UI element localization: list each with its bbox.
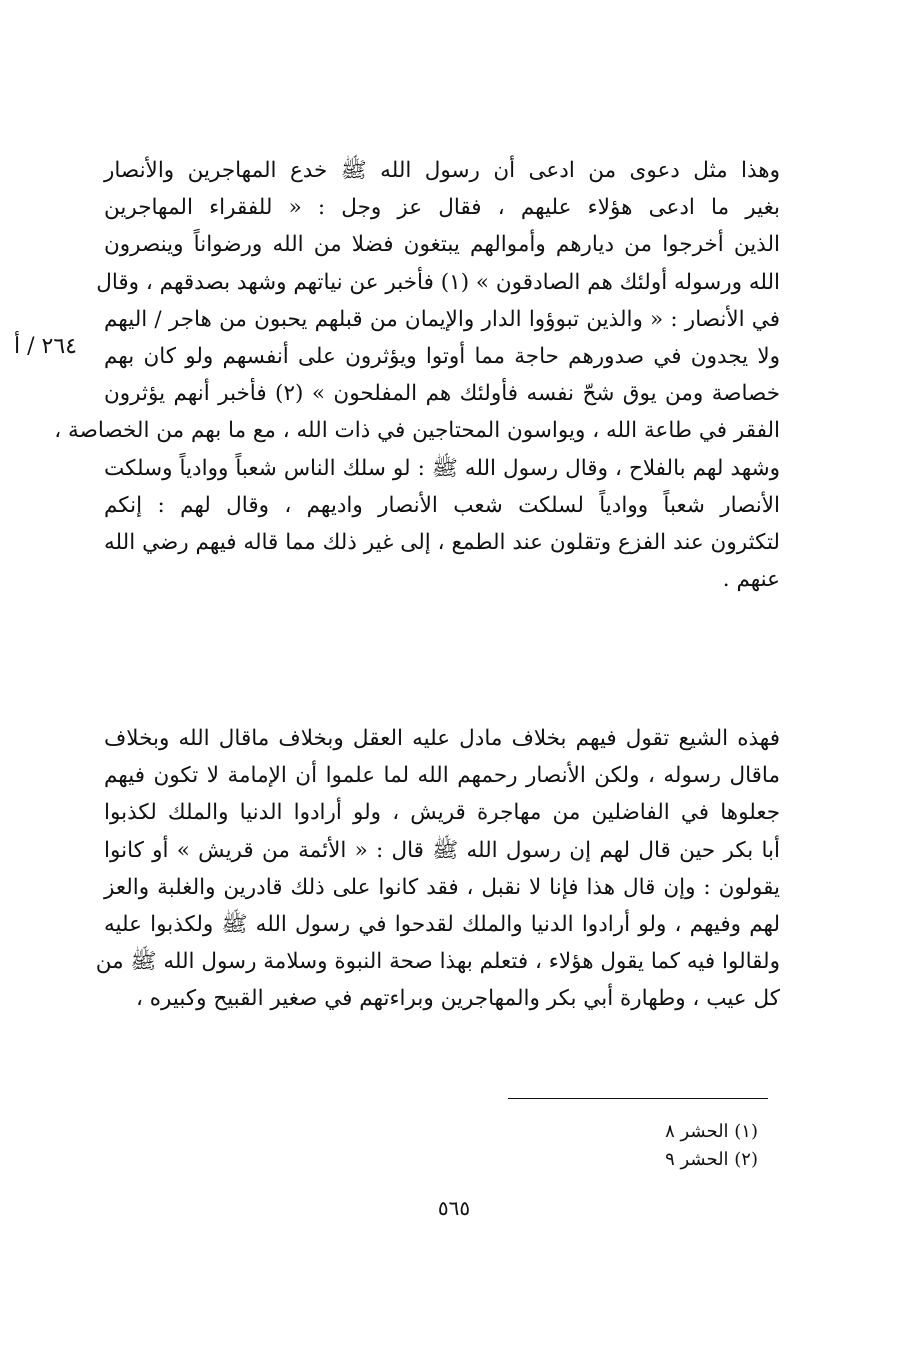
- text-line: ولا يجدون في صدورهم حاجة مما أوتوا ويؤثرون على أنفسهم ولو كان بهم: [104, 343, 780, 369]
- paragraph-1: [54, 152, 780, 598]
- text-line: وشهد لهم بالفلاح ، وقال رسول الله ﷺ : لو سلك الناس شعباً ووادياً وسلكت: [104, 455, 780, 481]
- margin-folio-note: ٢٦٤ / أ: [14, 334, 77, 359]
- text-line: ماقال رسوله ، ولكن الأنصار رحمهم الله لما علموا أن الإمامة لا تكون فيهم: [104, 763, 780, 789]
- text-line: لتكثرون عند الفزع وتقلون عند الطمع ، إلى غير ذلك مما قاله فيهم رضي الله: [104, 529, 780, 555]
- footnote-divider: [508, 1098, 768, 1099]
- text-line: بغير ما ادعى هؤلاء عليهم ، فقال عز وجل : « للفقراء المهاجرين: [104, 195, 780, 221]
- text-line: خصاصة ومن يوق شحّ نفسه فأولئك هم المفلحون » (٢) فأخبر أنهم يؤثرون: [104, 381, 780, 407]
- text-line: وهذا مثل دعوى من ادعى أن رسول الله ﷺ خدع المهاجرين والأنصار: [104, 158, 780, 183]
- text-line: في الأنصار : « والذين تبوؤوا الدار والإيمان من قبلهم يحبون من هاجر / اليهم: [104, 306, 780, 332]
- text-line: ولقالوا فيه كما يقول هؤلاء ، فتعلم بهذا صحة النبوة وسلامة رسول الله ﷺ من: [95, 949, 780, 975]
- text-line: الله ورسوله أولئك هم الصادقون » (١) فأخبر عن نياتهم وشهد بصدقهم ، وقال: [96, 269, 780, 295]
- text-line: لهم وفيهم ، ولو أرادوا الدنيا والملك لقدحوا في رسول الله ﷺ ولكذبوا عليه: [104, 911, 780, 937]
- paragraph-2: [95, 720, 780, 1018]
- footnote-2: (٢) الحشر ٩: [665, 1149, 758, 1170]
- page-number: ٥٦٥: [437, 1196, 471, 1220]
- text-line: عنهم .: [722, 567, 780, 593]
- text-line: أبا بكر حين قال لهم إن رسول الله ﷺ قال : « الأئمة من قريش » أو كانوا: [104, 837, 780, 863]
- text-line: كل عيب ، وطهارة أبي بكر والمهاجرين وبراءتهم في صغير القبيح وكبيره ،: [135, 986, 780, 1012]
- text-line: يقولون : وإن قال هذا فإنا لا نقبل ، فقد كانوا على ذلك قادرين والغلبة والعز: [104, 874, 780, 900]
- text-line: الأنصار شعباً ووادياً لسلكت شعب الأنصار واديهم ، وقال لهم : إنكم: [104, 492, 780, 518]
- text-line: الذين أخرجوا من ديارهم وأموالهم يبتغون فضلا من الله ورضواناً وينصرون: [104, 232, 780, 258]
- text-line: جعلوها في الفاضلين من مهاجرة قريش ، ولو أرادوا الدنيا والملك لكذبوا: [104, 800, 780, 826]
- text-line: فهذه الشيع تقول فيهم بخلاف مادل عليه العقل وبخلاف ماقال الله وبخلاف: [104, 726, 780, 751]
- footnote-1: (١) الحشر ٨: [665, 1121, 758, 1142]
- footnotes: [665, 1118, 758, 1174]
- text-line: الفقر في طاعة الله ، ويواسون المحتاجين في ذات الله ، مع ما بهم من الخصاصة ،: [54, 418, 780, 444]
